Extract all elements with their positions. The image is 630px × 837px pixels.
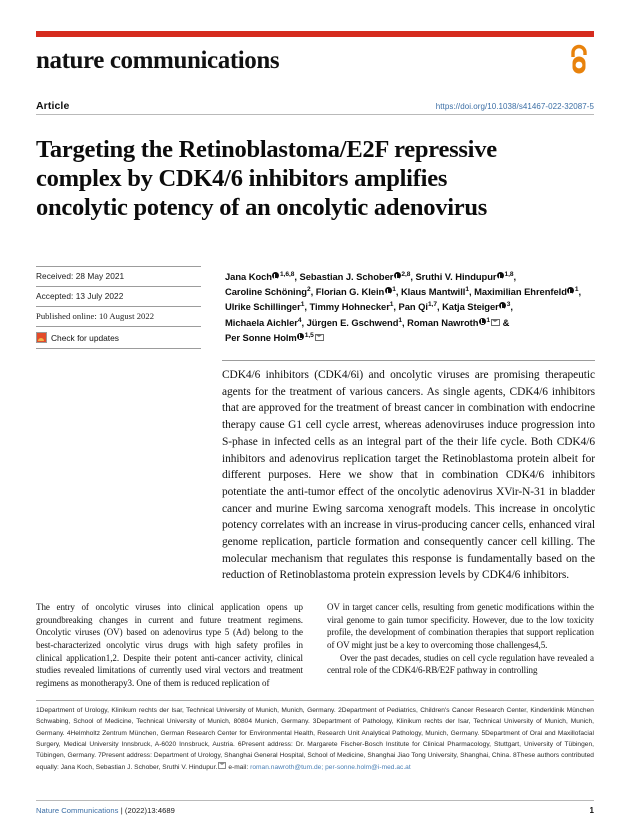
footer-volume-pages: | (2022)13:4689 xyxy=(120,806,175,815)
received-date: Received: 28 May 2021 xyxy=(36,266,201,286)
orcid-icon[interactable] xyxy=(394,272,401,279)
body-columns xyxy=(36,601,594,690)
author-line: Per Sonne Holm $^{1,5}$ xyxy=(225,330,595,345)
author-line: Michaela Aichler$^4$, Jürgen E. Gschwend$^1$, Roman Nawroth $^1$ & xyxy=(225,316,510,328)
author-line: Jana Koch $^{1,6,8}$, Sebastian J. Schober $^{2,8}$, Sruthi V. Hindupur $^{1,8}$, xyxy=(225,270,517,282)
footer-divider xyxy=(36,800,594,801)
crossmark-icon xyxy=(36,332,47,343)
accepted-date: Accepted: 13 July 2022 xyxy=(36,286,201,306)
check-for-updates-label: Check for updates xyxy=(51,332,119,343)
abstract-text: CDK4/6 inhibitors (CDK4/6i) and oncolytic viruses are promising therapeutic agents for the treatment of various cancers. As single agents, CDK4/6 inhibitors that are approved for the treatment of breast cancer in combination with endocrine therapy cause G1 cell cycle arrest, whereas adenoviruses induce progression into S-phase in infected cells as an integral part of the their life cycle. Both CDK4/6 inhibitors and adenovirus replication target the Retinoblastoma protein albeit for different purposes. Here we show that in combination CDK4/6 inhibitors potentiate the anti-tumor effect of the oncolytic adenovirus XVir-N-31 in bladder cancer and murine Ewing sarcoma xenograft models. This increase in oncolytic potency correlates with an increase in virus-producing cancer cells, enhanced viral genome replication, particle formation and consequently cancer cell killing. The molecular mechanism that regulates this response is fundamentally based on the reduction of Retinoblastoma protein expression levels by CDK4/6 inhibitors. xyxy=(222,369,595,582)
article-meta-row xyxy=(36,100,594,112)
footer-citation xyxy=(36,806,175,815)
footer-journal-name: Nature Communications xyxy=(36,806,119,815)
brand-rule xyxy=(36,31,594,37)
page-footer xyxy=(36,806,594,815)
body-column-left xyxy=(36,601,303,690)
author-list xyxy=(225,269,595,345)
open-access-lock-icon xyxy=(564,43,594,77)
corresponding-email-1[interactable]: roman.nawroth@tum.de; xyxy=(250,763,324,771)
page-number: 1 xyxy=(589,806,594,815)
corresponding-email-2[interactable]: per-sonne.holm@i-med.ac.at xyxy=(325,763,411,771)
affiliations-divider xyxy=(36,700,594,701)
intro-paragraph-right-2: Over the past decades, studies on cell cycle regulation have revealed a central role of the CDK4/6-RB/E2F pathway in controlling xyxy=(327,652,594,676)
intro-paragraph-left: The entry of oncolytic viruses into clinical application opens up groundbreaking changes in current and future treatment regimens. Oncolytic viruses (OV) based on adenovirus type 5 (Ad) belong to the best-characterized oncolytic virus drugs with high safety profiles in clinical application1,2. Despite their potent anti-cancer activity, clinical studies revealed limitations of currently used viral vectors and treatment regimens as monotherapy3. One of them is reduced replication of xyxy=(36,602,303,689)
orcid-icon[interactable] xyxy=(479,318,486,325)
email-label: e-mail: xyxy=(228,763,249,771)
journal-title: nature communications xyxy=(36,47,280,74)
author-line: Ulrike Schillinger$^1$, Timmy Hohnecker$^1$, Pan Qi$^{1,7}$, Katja Steiger $^3$, xyxy=(225,301,513,313)
affiliations-block xyxy=(36,705,594,773)
header-divider xyxy=(36,114,594,115)
orcid-icon[interactable] xyxy=(567,287,574,294)
author-line: Caroline Schöning$^2$, Florian G. Klein $^1$, Klaus Mantwill$^1$, Maximilian Ehrenfeld $^1$, xyxy=(225,286,582,298)
orcid-icon[interactable] xyxy=(272,272,279,279)
orcid-icon[interactable] xyxy=(297,333,304,340)
email-icon[interactable] xyxy=(315,334,324,341)
article-type-label: Article xyxy=(36,100,70,112)
meta-divider xyxy=(36,348,201,349)
doi-link[interactable]: https://doi.org/10.1038/s41467-022-32087-5 xyxy=(435,102,594,111)
check-for-updates[interactable] xyxy=(36,326,201,343)
body-column-right xyxy=(327,601,594,690)
abstract-divider xyxy=(222,360,595,361)
orcid-icon[interactable] xyxy=(499,302,506,309)
masthead xyxy=(36,31,594,75)
orcid-icon[interactable] xyxy=(385,287,392,294)
page-title: Targeting the Retinoblastoma/E2F repressive complex by CDK4/6 inhibitors amplifies oncolytic potency of an oncolytic adenovirus xyxy=(36,136,497,222)
email-icon[interactable] xyxy=(491,319,500,326)
published-date: Published online: 10 August 2022 xyxy=(36,306,201,326)
orcid-icon[interactable] xyxy=(497,272,504,279)
email-icon xyxy=(218,762,226,768)
intro-paragraph-right-1: OV in target cancer cells, resulting from genetic modifications within the viral genome to gain tumor specificity. However, due to the low toxicity profile, the development of combination therapies that support replication of OV might just be a key to overcoming those challenges4,5. xyxy=(327,602,594,651)
publication-history xyxy=(36,266,201,349)
affiliations-text: 1Department of Urology, Klinikum rechts der Isar, Technical University of Munich, Munich, Germany. 2Department of Pediatrics, Children's Cancer Research Center, Kinderklinik München Schwabing, School of Medicine, Technical University of Munich, 80804 Munich, Germany. 3Department of Pathology, Klinikum rechts der Isar, Technical University of Munich, Munich, Germany. 4Helmholtz Zentrum München, German Research Center for Environmental Health, Research Unit Analytical Pathology, Munich, Germany. 5Department of Oral and Maxillofacial Surgery, Medical University Innsbruck, A-6020 Innsbruck, Austria. 6Present address: Dr. Margarete Fischer-Bosch Institute for Clinical Pharmacology, Stuttgart, University of Tübingen, Tübingen, Germany. 7Present address: Department of Urology, Shanghai General Hospital, School of Medicine, Shanghai Jiao Tong University, Shanghai, China. 8These authors contributed equally: Jana Koch, Sebastian J. Schober, Sruthi V. Hindupur. xyxy=(36,707,594,771)
